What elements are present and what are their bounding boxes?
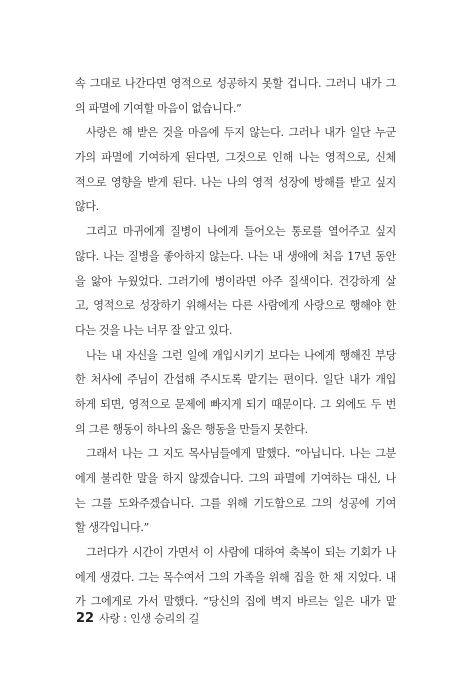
text-line: 다는 것을 나는 너무 잘 알고 있다. bbox=[75, 323, 233, 337]
text-line: 그래서 나는 그 지도 목사님들에게 말했다. “아닙니다. 나는 그분 bbox=[86, 447, 396, 461]
text-line: 하게 되면, 영적으로 문제에 빠지게 되기 때문이다. 그 외에도 두 번 bbox=[75, 397, 396, 411]
text-line: 적으로 영향을 받게 된다. 나는 나의 영적 성장에 방해를 받고 싶지 bbox=[75, 175, 396, 189]
text-line: 에게 불리한 말을 하지 않겠습니다. 그의 파멸에 기여하는 대신, 나 bbox=[75, 472, 396, 485]
text-line: 그리고 마귀에게 질병이 나에게 들어오는 통로를 열어주고 싶지 bbox=[86, 225, 396, 239]
text-line: 않다. bbox=[75, 200, 99, 214]
text-line: 한 처사에 주님이 간섭해 주시도록 맡기는 편이다. 일단 내가 개입 bbox=[75, 373, 396, 387]
body-text bbox=[75, 72, 396, 615]
text-line: 고, 영적으로 성장하기 위해서는 다른 사람에게 사랑으로 행해야 한 bbox=[75, 299, 396, 313]
text-line: 에게 생겼다. 그는 목수여서 그의 가족을 위해 집을 한 채 지었다. 내 bbox=[75, 570, 396, 584]
text-line: 나는 내 자신을 그런 일에 개입시키기 보다는 나에게 행해진 부당 bbox=[86, 348, 396, 362]
text-line: 할 생각입니다.” bbox=[75, 521, 149, 535]
text-line: 가의 파멸에 기여하게 된다면, 그것으로 인해 나는 영적으로, 신체 bbox=[75, 151, 396, 165]
page-footer bbox=[76, 610, 199, 632]
text-line: 사랑은 해 받은 것을 마음에 두지 않는다. 그러나 내가 일단 누군 bbox=[86, 126, 396, 140]
text-line: 않다. 나는 질병을 좋아하지 않는다. 나는 내 생애에 처음 17년 동안 bbox=[75, 249, 396, 263]
text-line: 는 그를 도와주겠습니다. 그를 위해 기도함으로 그의 성공에 기여 bbox=[75, 496, 396, 510]
text-line: 가 그에게로 가서 말했다. “당신의 집에 벽지 바르는 일은 내가 맡 bbox=[75, 595, 396, 609]
text-line: 그러다가 시간이 가면서 이 사람에 대하여 축복이 되는 기회가 나 bbox=[86, 546, 396, 560]
running-title: 사랑 : 인생 승리의 길 bbox=[99, 612, 200, 625]
page-number: 22 bbox=[76, 611, 95, 626]
text-line: 을 앓아 누웠었다. 그러기에 병이라면 아주 질색이다. 건강하게 살 bbox=[75, 274, 396, 288]
text-line: 속 그대로 나간다면 영적으로 성공하지 못할 겁니다. 그러니 내가 그 bbox=[75, 77, 396, 90]
text-line: 의 파멸에 기여할 마음이 없습니다.” bbox=[75, 101, 242, 115]
text-line: 의 그른 행동이 하나의 옳은 행동을 만들지 못한다. bbox=[75, 422, 308, 436]
